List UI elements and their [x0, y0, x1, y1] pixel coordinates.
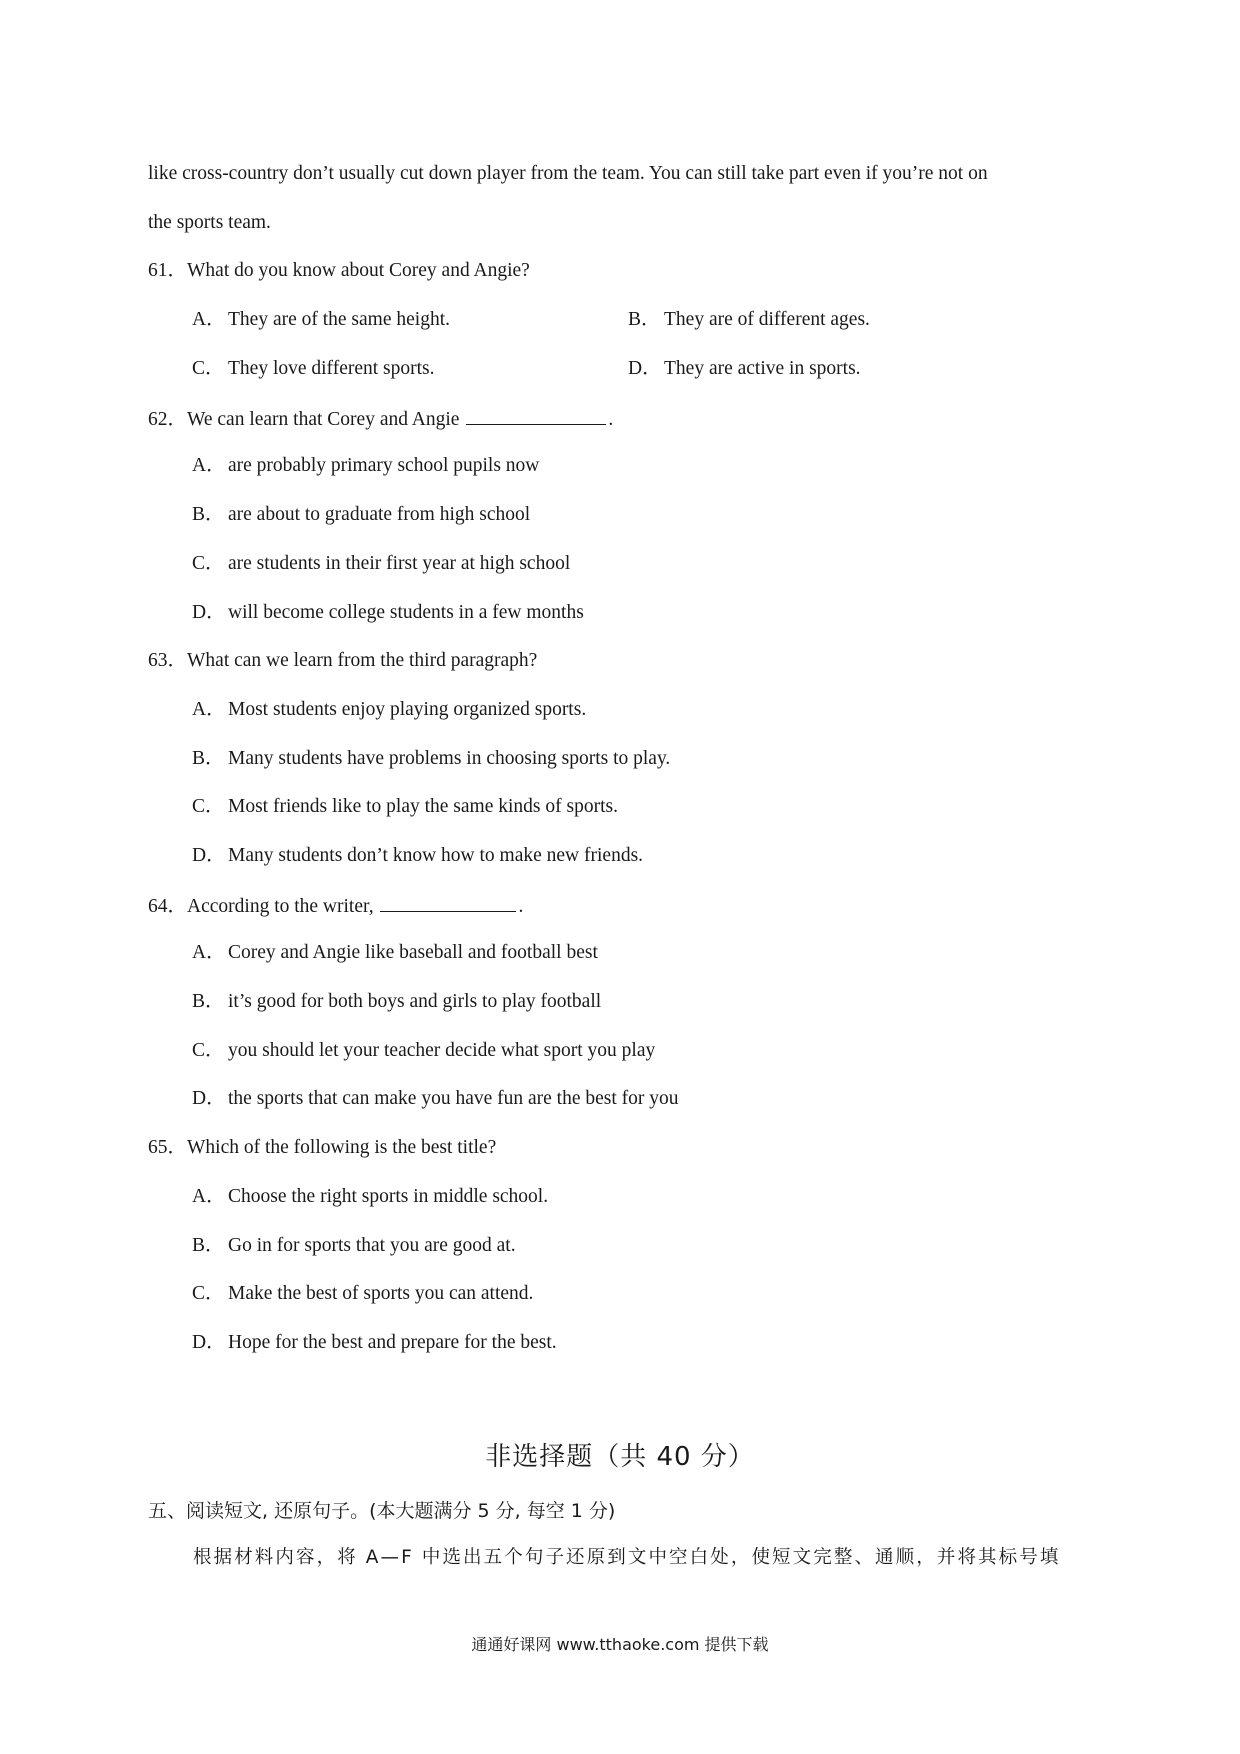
option-65-b — [192, 1234, 516, 1258]
option-text: it’s good for both boys and girls to play football — [228, 991, 602, 1012]
option-letter: D． — [628, 358, 662, 379]
question-text: What do you know about Corey and Angie? — [187, 260, 530, 281]
question-number: 65． — [148, 1137, 188, 1158]
option-text: Many students don’t know how to make new friends. — [228, 845, 644, 866]
question-number: 64． — [148, 896, 188, 917]
question-tail: . — [608, 409, 614, 430]
option-text: will become college students in a few months — [228, 602, 584, 623]
part-heading: 五、阅读短文, 还原句子。(本大题满分 5 分, 每空 1 分) — [148, 1500, 616, 1522]
option-63-b — [192, 747, 670, 771]
option-62-a — [192, 454, 539, 478]
option-letter: D． — [192, 602, 226, 623]
question-text: Which of the following is the best title? — [187, 1137, 497, 1158]
option-letter: D． — [192, 1332, 226, 1353]
question-number: 62． — [148, 409, 188, 430]
option-63-c — [192, 795, 618, 819]
question-65 — [148, 1136, 496, 1160]
option-letter: B． — [192, 748, 225, 769]
option-62-d — [192, 601, 584, 625]
option-64-a — [192, 941, 598, 965]
option-61-a — [192, 308, 450, 332]
footer-credit: 通通好课网 www.tthaoke.com 提供下载 — [471, 1635, 769, 1654]
option-text: are about to graduate from high school — [228, 504, 531, 525]
option-65-c — [192, 1282, 533, 1306]
option-letter: A． — [192, 455, 226, 476]
option-61-d — [628, 357, 861, 381]
option-letter: C． — [192, 796, 225, 817]
option-letter: A． — [192, 309, 226, 330]
option-text: the sports that can make you have fun are the best for you — [228, 1088, 679, 1109]
answer-blank — [466, 406, 606, 425]
question-text: According to the writer, — [187, 896, 374, 917]
option-letter: B． — [192, 504, 225, 525]
passage-line-1: like cross-country don’t usually cut down player from the team. You can still take part even if you’re not on — [148, 163, 988, 184]
option-letter: C． — [192, 1283, 225, 1304]
option-64-d — [192, 1087, 679, 1111]
option-65-a — [192, 1185, 548, 1209]
option-text: Make the best of sports you can attend. — [228, 1283, 534, 1304]
option-text: are probably primary school pupils now — [228, 455, 540, 476]
question-62 — [148, 406, 613, 432]
instruction-text: 根据材料内容，将 A—F 中选出五个句子还原到文中空白处，使短文完整、通顺，并将其标号填 — [193, 1547, 1061, 1568]
option-text: are students in their first year at high school — [228, 553, 571, 574]
option-62-b — [192, 503, 530, 527]
question-number: 63． — [148, 650, 188, 671]
question-text: What can we learn from the third paragraph? — [187, 650, 538, 671]
option-text: They are of different ages. — [664, 309, 870, 330]
option-letter: C． — [192, 358, 225, 379]
option-letter: D． — [192, 845, 226, 866]
question-tail: . — [518, 896, 524, 917]
option-text: They are active in sports. — [664, 358, 861, 379]
option-letter: A． — [192, 942, 226, 963]
option-64-c — [192, 1039, 655, 1063]
option-text: Most friends like to play the same kinds of sports. — [228, 796, 618, 817]
option-letter: B． — [192, 1235, 225, 1256]
option-letter: D． — [192, 1088, 226, 1109]
option-text: Go in for sports that you are good at. — [228, 1235, 516, 1256]
option-letter: B． — [192, 991, 225, 1012]
question-61 — [148, 259, 530, 283]
option-text: They love different sports. — [228, 358, 435, 379]
passage-line-2: the sports team. — [148, 212, 271, 233]
answer-blank — [380, 893, 516, 912]
option-letter: A． — [192, 1186, 226, 1207]
option-text: you should let your teacher decide what sport you play — [228, 1040, 656, 1061]
option-letter: C． — [192, 553, 225, 574]
option-letter: B． — [628, 309, 661, 330]
option-65-d — [192, 1331, 557, 1355]
option-text: Most students enjoy playing organized sports. — [228, 699, 587, 720]
option-62-c — [192, 552, 570, 576]
option-61-b — [628, 308, 870, 332]
question-number: 61． — [148, 260, 188, 281]
section-title: 非选择题（共 40 分） — [485, 1442, 755, 1472]
option-text: They are of the same height. — [228, 309, 450, 330]
option-61-c — [192, 357, 435, 381]
option-letter: C． — [192, 1040, 225, 1061]
option-63-d — [192, 844, 643, 868]
option-text: Corey and Angie like baseball and football best — [228, 942, 598, 963]
option-text: Choose the right sports in middle school. — [228, 1186, 549, 1207]
option-text: Hope for the best and prepare for the best. — [228, 1332, 557, 1353]
option-letter: A． — [192, 699, 226, 720]
question-text: We can learn that Corey and Angie — [187, 409, 460, 430]
option-text: Many students have problems in choosing sports to play. — [228, 748, 671, 769]
option-64-b — [192, 990, 601, 1014]
question-64 — [148, 893, 523, 919]
question-63 — [148, 649, 537, 673]
option-63-a — [192, 698, 586, 722]
